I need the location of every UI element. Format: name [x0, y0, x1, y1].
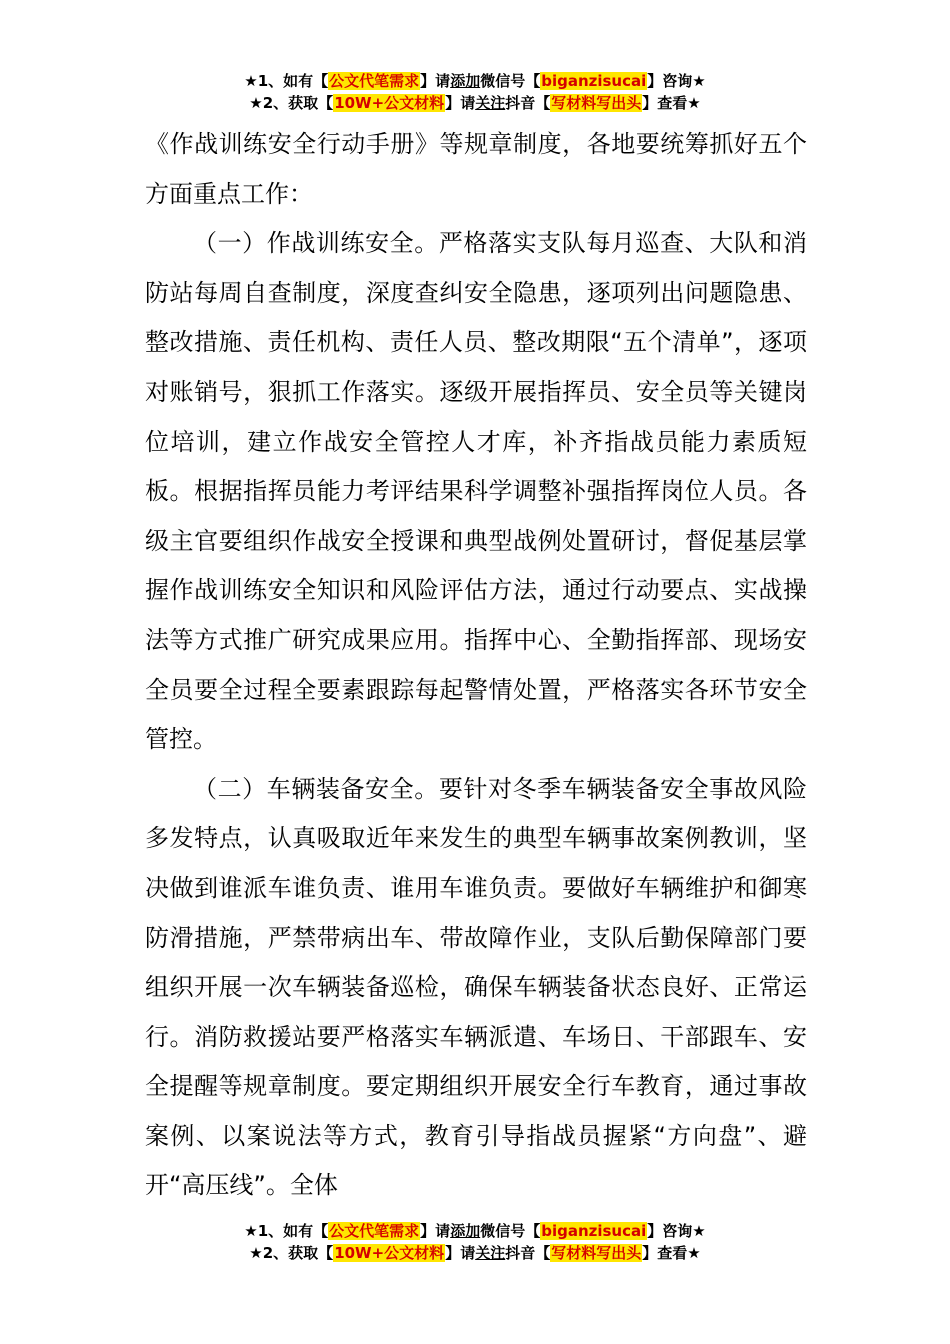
promo-underlined-text: 关注 [475, 1244, 506, 1262]
promo-text: ★2、获取【 [249, 1244, 334, 1262]
promo-highlight: 公文代笔需求 [329, 1222, 420, 1240]
promo-highlight: 10W+公文材料 [334, 94, 445, 112]
promo-text: 】请 [420, 1222, 451, 1240]
intro-paragraph: 《作战训练安全行动手册》等规章制度，各地要统筹抓好五个方面重点工作： [145, 130, 807, 208]
promo-highlight: 10W+公文材料 [334, 1244, 445, 1262]
promo-line-1 [0, 1220, 950, 1242]
promo-text: 】咨询★ [647, 72, 706, 90]
promo-text: 】请 [445, 1244, 476, 1262]
promo-text: 】请 [445, 94, 476, 112]
promo-text: 抖音【 [505, 94, 551, 112]
promo-text: ★1、如有【 [244, 72, 329, 90]
promo-text: ★1、如有【 [244, 1222, 329, 1240]
promo-text: 微信号【 [480, 1222, 541, 1240]
promo-text: 】查看★ [642, 94, 701, 112]
document-body [145, 120, 807, 1211]
promo-header [0, 70, 950, 114]
promo-text: 】咨询★ [647, 1222, 706, 1240]
promo-highlight: 写材料写出头 [551, 94, 642, 112]
promo-line-2 [0, 1242, 950, 1264]
promo-underlined-text: 添加 [450, 1222, 481, 1240]
promo-text: 】请 [420, 72, 451, 90]
section-1-paragraph: （一）作战训练安全。严格落实支队每月巡查、大队和消防站每周自查制度，深度查纠安全隐患，逐项列出问题隐患、整改措施、责任机构、责任人员、整改期限“五个清单”，逐项对账销号，狠抓工作落实。逐级开展指挥员、安全员等关键岗位培训，建立作战安全管控人才库，补齐指战员能力素质短板。根据指挥员能力考评结果科学调整补强指挥岗位人员。各级主官要组织作战安全授课和典型战例处置研讨，督促基层掌握作战训练安全知识和风险评估方法，通过行动要点、实战操法等方式推广研究成果应用。指挥中心、全勤指挥部、现场安全员要全过程全要素跟踪每起警情处置，严格落实各环节安全管控。 [145, 229, 807, 754]
promo-text: 】查看★ [642, 1244, 701, 1262]
promo-line-1 [0, 70, 950, 92]
promo-highlight: 公文代笔需求 [329, 72, 420, 90]
promo-highlight: 写材料写出头 [551, 1244, 642, 1262]
section-2-paragraph: （二）车辆装备安全。要针对冬季车辆装备安全事故风险多发特点，认真吸取近年来发生的典型车辆事故案例教训，坚决做到谁派车谁负责、谁用车谁负责。要做好车辆维护和御寒防滑措施，严禁带病出车、带故障作业，支队后勤保障部门要组织开展一次车辆装备巡检，确保车辆装备状态良好、正常运行。消防救援站要严格落实车辆派遣、车场日、干部跟车、安全提醒等规章制度。要定期组织开展安全行车教育，通过事故案例、以案说法等方式，教育引导指战员握紧“方向盘”、避开“高压线”。全体 [145, 774, 807, 1200]
promo-underlined-text: 添加 [450, 72, 481, 90]
promo-text: 微信号【 [480, 72, 541, 90]
promo-text: ★2、获取【 [249, 94, 334, 112]
promo-underlined-text: 关注 [475, 94, 506, 112]
promo-highlight: biganzisucai [541, 1222, 647, 1240]
promo-line-2 [0, 92, 950, 114]
promo-highlight: biganzisucai [541, 72, 647, 90]
promo-footer [0, 1220, 950, 1264]
promo-text: 抖音【 [505, 1244, 551, 1262]
